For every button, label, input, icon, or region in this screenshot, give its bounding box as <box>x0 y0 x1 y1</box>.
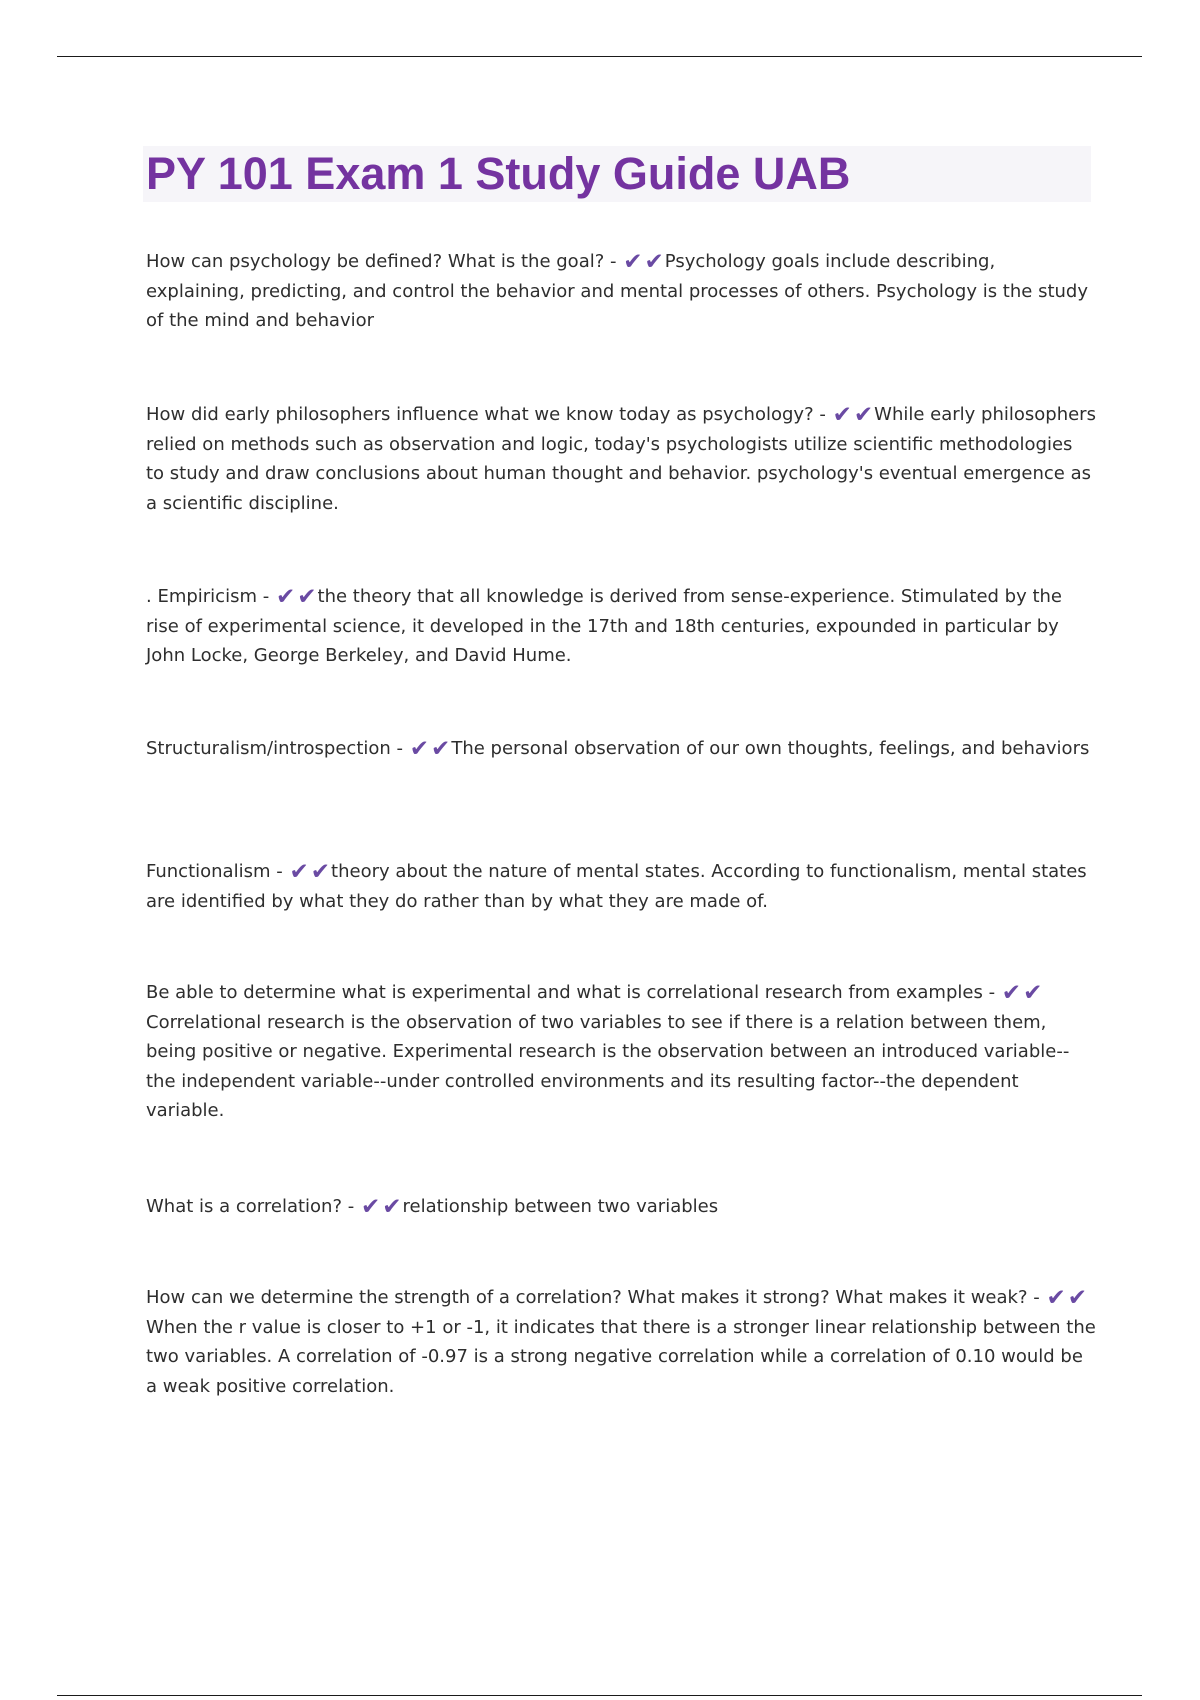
check-icon: ✔ <box>853 402 874 428</box>
qa-item <box>146 582 1096 671</box>
separator: - <box>982 982 1001 1003</box>
qa-item <box>146 247 1096 336</box>
check-icon: ✔ <box>289 859 309 885</box>
check-icon: ✔ <box>1046 1285 1066 1311</box>
check-icon: ✔ <box>409 736 430 762</box>
separator: - <box>1027 1287 1046 1308</box>
top-rule <box>57 56 1142 57</box>
question-text: How can we determine the strength of a correlation? What makes it strong? What makes it weak? <box>146 1287 1028 1308</box>
bottom-rule <box>57 1695 1142 1696</box>
question-text: How did early philosophers influence what we know today as psychology? <box>146 404 814 425</box>
question-text: Structuralism/introspection <box>146 738 391 759</box>
qa-item <box>146 400 1096 518</box>
check-icon: ✔ <box>275 584 296 610</box>
question-text: Functionalism <box>146 861 271 882</box>
question-text: . Empiricism <box>146 586 257 607</box>
question-text: What is a correlation? <box>146 1196 343 1217</box>
answer-text: Psychology goals include describing, explaining, predicting, and control the behavior and mental processes of others. Psychology is the study of the mind and behavior <box>146 251 1088 331</box>
check-icon: ✔ <box>310 859 331 885</box>
check-icon: ✔ <box>644 249 664 275</box>
qa-item <box>146 1283 1096 1401</box>
answer-text: relationship between two variables <box>402 1196 719 1217</box>
check-icon: ✔ <box>1067 1285 1088 1311</box>
page-title: PY 101 Exam 1 Study Guide UAB <box>146 148 851 199</box>
question-text: How can psychology be defined? What is the goal? <box>146 251 605 272</box>
separator: - <box>604 251 623 272</box>
answer-text: Correlational research is the observation of two variables to see if there is a relation between them, being positive or negative. Experimental research is the observation between an introduced variable--the independent variable--under controlled environments and its resulting factor--the dependent variable. <box>146 1011 1070 1121</box>
check-icon: ✔ <box>297 584 317 610</box>
qa-item <box>146 1192 1096 1222</box>
answer-text: theory about the nature of mental states. According to functionalism, mental states are identified by what they do rather than by what they are made of. <box>146 861 1087 912</box>
check-icon: ✔ <box>360 1194 381 1220</box>
check-icon: ✔ <box>1001 980 1022 1006</box>
answer-text: the theory that all knowledge is derived from sense-experience. Stimulated by the rise of experimental science, it developed in the 17th and 18th centuries, expounded in particular by John Locke, George Berkeley, and David Hume. <box>146 586 1063 666</box>
answer-text: The personal observation of our own thoughts, feelings, and behaviors <box>451 738 1090 759</box>
check-icon: ✔ <box>382 1194 402 1220</box>
check-icon: ✔ <box>623 249 643 275</box>
check-icon: ✔ <box>431 736 451 762</box>
qa-item <box>146 857 1096 916</box>
separator: - <box>342 1196 360 1217</box>
answer-text: While early philosophers relied on methods such as observation and logic, today's psychologists utilize scientific methodologies to study and draw conclusions about human thought and behavior. psychology's eventual emergence as a scientific discipline. <box>146 404 1096 514</box>
separator: - <box>813 404 832 425</box>
separator: - <box>270 861 289 882</box>
check-icon: ✔ <box>1023 980 1043 1006</box>
qa-item <box>146 734 1096 764</box>
answer-text: When the r value is closer to +1 or -1, it indicates that there is a stronger linear relationship between the two variables. A correlation of -0.97 is a strong negative correlation while a correlation of 0.10 would be a weak positive correlation. <box>146 1316 1096 1397</box>
separator: - <box>257 586 275 607</box>
check-icon: ✔ <box>832 402 852 428</box>
separator: - <box>390 738 409 759</box>
qa-item <box>146 978 1096 1126</box>
question-text: Be able to determine what is experimental and what is correlational research from examples <box>146 982 983 1003</box>
